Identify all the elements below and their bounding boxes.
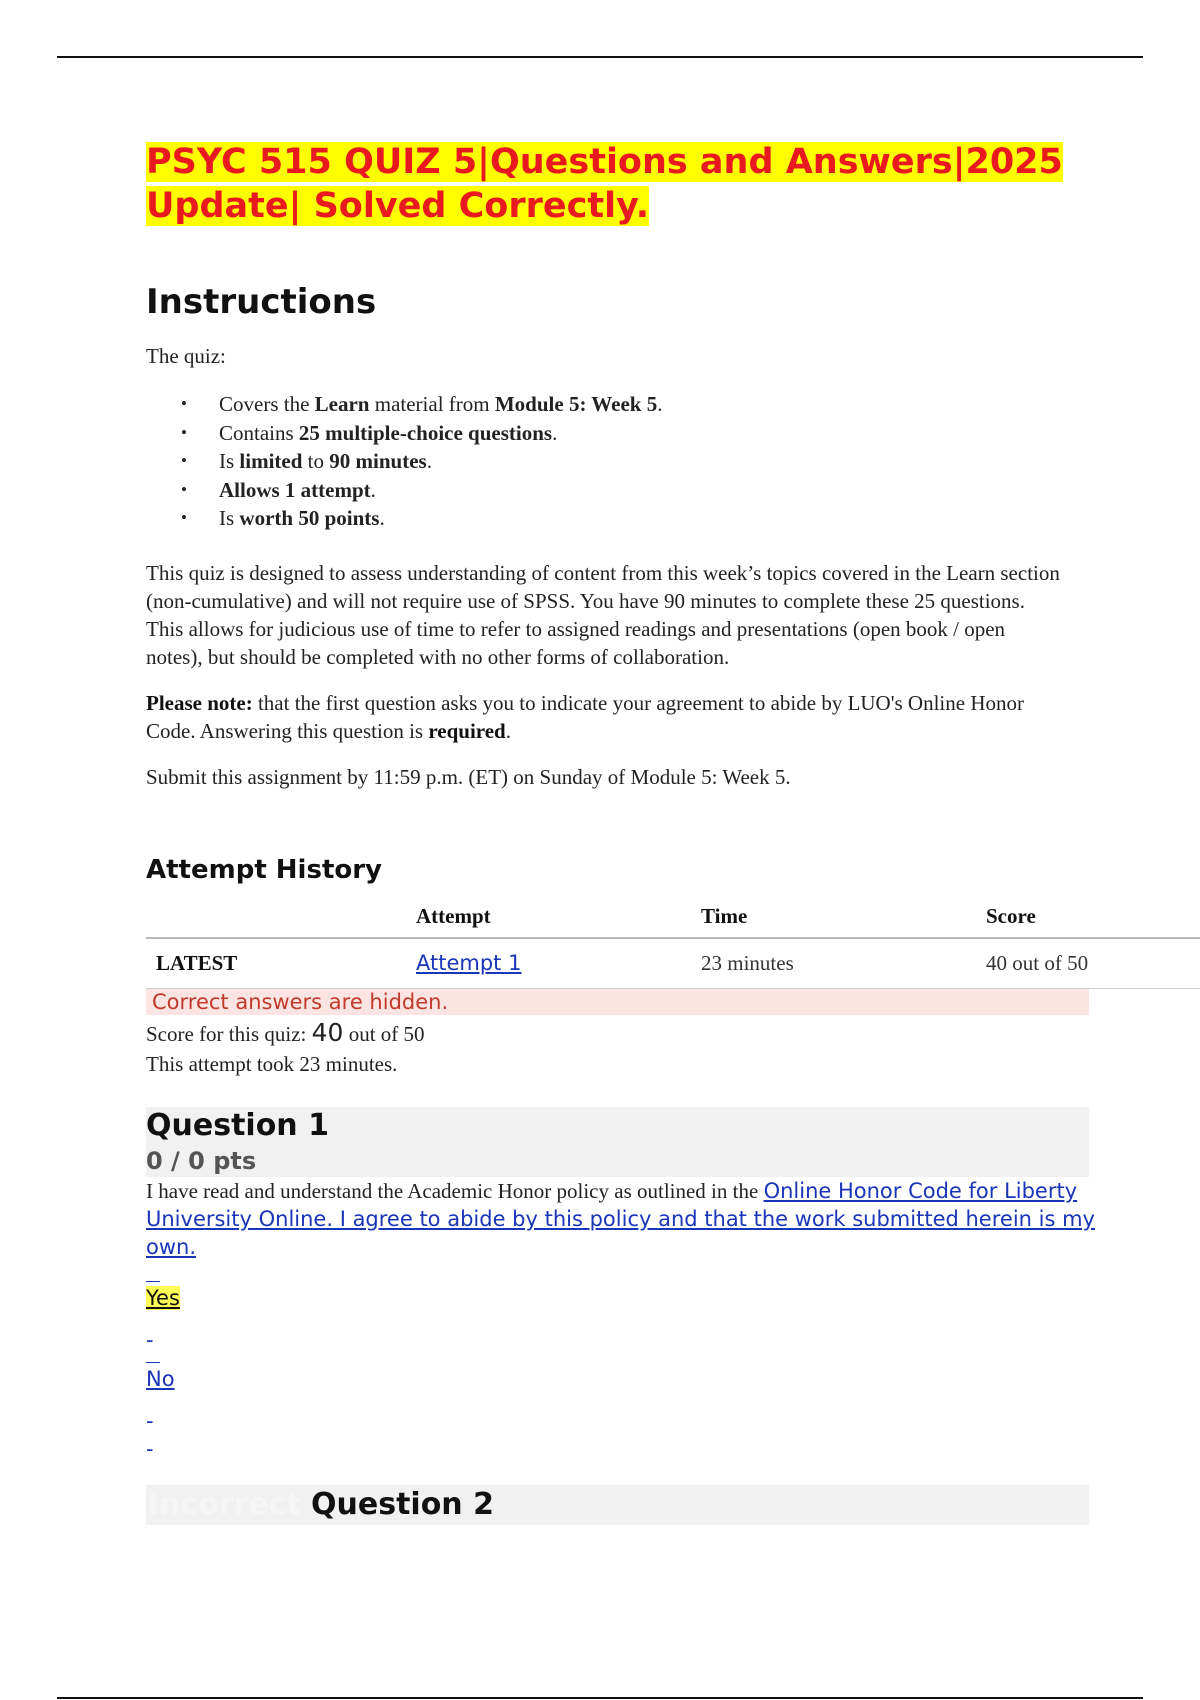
question-1-answers — [146, 1281, 1146, 1463]
list-item: • Is worth 50 points. — [219, 504, 1146, 533]
submit-deadline: Submit this assignment by 11:59 p.m. (ET) on Sunday of Module 5: Week 5. — [146, 764, 791, 789]
question-1-title: Question 1 — [146, 1107, 329, 1143]
attempt-duration: This attempt took 23 minutes. — [146, 1051, 398, 1076]
question-1-points: 0 / 0 pts — [146, 1146, 257, 1175]
question-2-title: Question 2 — [311, 1486, 494, 1522]
question-1-text: I have read and understand the Academic Honor policy as outlined in the Online Honor Code for Liberty University Online. I agree to abide by this policy and that the work submitted herein is my own. — [146, 1178, 1095, 1259]
top-rule — [57, 56, 1143, 58]
table-row — [146, 938, 1200, 989]
dash-marker: - — [146, 1436, 154, 1461]
bottom-rule — [57, 1697, 1143, 1699]
dash-marker: - — [146, 1408, 154, 1433]
instructions-intro: The quiz: — [146, 344, 226, 368]
attempt-time: 23 minutes — [701, 938, 986, 989]
question-2-header — [146, 1485, 1089, 1525]
attempt-history-table — [146, 897, 1200, 989]
column-header-attempt: Attempt — [416, 904, 491, 928]
incorrect-label: Incorrect — [148, 1486, 301, 1522]
title-line-2: Update| Solved Correctly. — [146, 186, 649, 226]
attempt-history-heading: Attempt History — [146, 854, 383, 885]
title-line-1: PSYC 515 QUIZ 5|Questions and Answers|2025 — [146, 142, 1063, 182]
attempt-score: 40 out of 50 — [986, 938, 1200, 989]
list-item: • Is limited to 90 minutes. — [219, 447, 1146, 476]
quiz-score: Score for this quiz: 40 out of 50 — [146, 1017, 425, 1047]
column-header-score: Score — [986, 904, 1036, 928]
quiz-description: This quiz is designed to assess understanding of content from this week’s topics covered in the Learn section (non-cumulative) and will not require use of SPSS. You have 90 minutes to complete these 25 questions. This allows for judicious use of time to refer to assigned readings and presentations (open book / open notes), but should be completed with no other forms of collaboration. — [146, 560, 1060, 669]
column-header-blank — [146, 897, 416, 938]
honor-code-note: Please note: that the first question asks you to indicate your agreement to abide by LUO's Online Honor Code. Answering this question is required. — [146, 690, 1024, 743]
list-item: • Covers the Learn material from Module 5: Week 5. — [219, 390, 1146, 419]
honor-code-link[interactable]: Online Honor Code for Liberty University Online. I agree to abide by this policy and that the work submitted herein is my own. — [146, 1178, 1095, 1259]
answer-marker — [146, 1281, 160, 1282]
list-item: • Contains 25 multiple-choice questions. — [219, 419, 1146, 448]
document-title — [146, 140, 1146, 228]
answer-marker — [146, 1362, 160, 1363]
latest-label: LATEST — [146, 938, 416, 989]
quiz-details-list — [146, 390, 1146, 533]
score-value: 40 — [311, 1017, 344, 1047]
answers-hidden-banner: Correct answers are hidden. — [146, 989, 1089, 1015]
answer-yes[interactable]: Yes — [146, 1285, 180, 1310]
list-item: • Allows 1 attempt. — [219, 476, 1146, 505]
answer-no[interactable]: No — [146, 1366, 175, 1391]
document-page — [146, 140, 1146, 1525]
dash-marker: - — [146, 1327, 154, 1352]
question-1-header — [146, 1107, 1089, 1177]
instructions-heading: Instructions — [146, 282, 377, 322]
column-header-time: Time — [701, 904, 748, 928]
attempt-1-link[interactable]: Attempt 1 — [416, 950, 522, 975]
